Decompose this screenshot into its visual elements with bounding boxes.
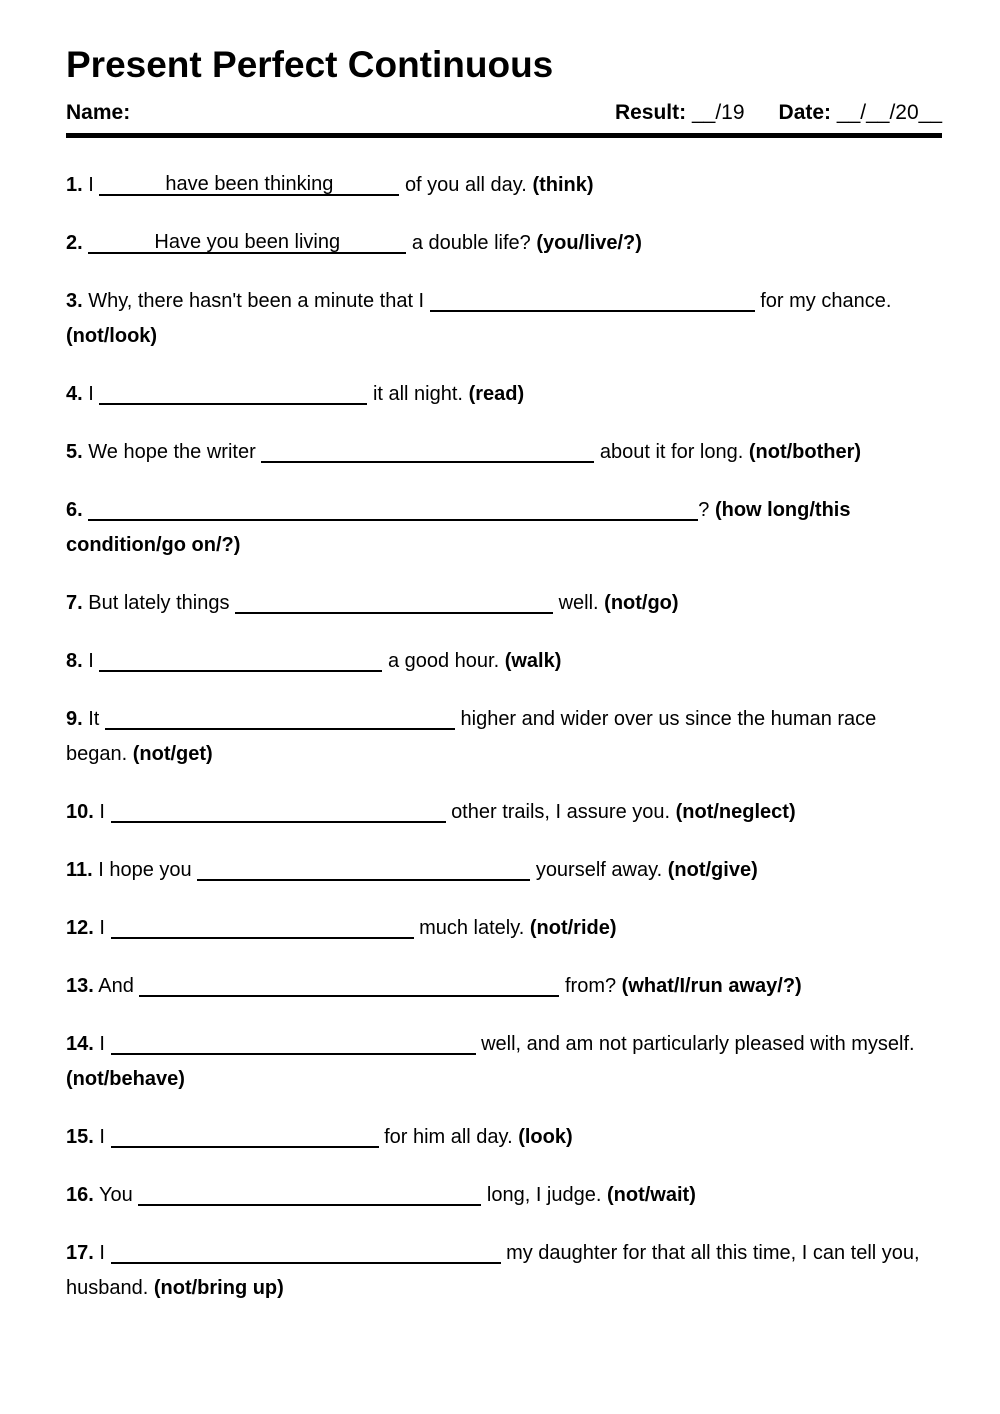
answer-blank [111, 915, 414, 939]
question-pre-text: I [99, 1032, 105, 1055]
question [66, 1027, 942, 1097]
question [66, 969, 942, 1004]
answer-blank [105, 706, 455, 730]
question-pre-text: I [99, 800, 105, 823]
answer-blank [197, 857, 530, 881]
question-post-text: a good hour. [387, 649, 500, 672]
question [66, 493, 942, 563]
name-label: Name: [66, 100, 131, 124]
question [66, 1236, 942, 1306]
question-number: 14. [66, 1032, 94, 1055]
answer-blank [138, 1182, 481, 1206]
question-post-text: yourself away. [535, 858, 663, 881]
answer-blank [139, 973, 559, 997]
answer-blank [99, 648, 382, 672]
question-pre-text: I hope you [98, 858, 192, 881]
question-post-text: well, and am not particularly pleased with myself. [481, 1032, 915, 1055]
question-post-text: other trails, I assure you. [451, 800, 671, 823]
question-pre-text: Why, there hasn't been a minute that I [88, 289, 425, 312]
question-number: 7. [66, 591, 83, 614]
verb-hint: (look) [518, 1125, 573, 1148]
verb-hint: (think) [532, 173, 594, 196]
question-pre-text: I [99, 1241, 105, 1264]
question-pre-text: I [99, 1125, 105, 1148]
date-value: __/__/20__ [836, 100, 942, 124]
question-number: 2. [66, 231, 83, 254]
verb-hint: (not/bring up) [153, 1276, 284, 1299]
question-number: 15. [66, 1125, 94, 1148]
answer-blank [430, 288, 755, 312]
meta-right-group [615, 101, 942, 125]
question-number: 16. [66, 1183, 94, 1206]
question-number: 5. [66, 440, 83, 463]
question-pre-text: But lately things [88, 591, 230, 614]
question [66, 226, 942, 261]
answer-blank [99, 381, 367, 405]
question [66, 284, 942, 354]
question-number: 3. [66, 289, 83, 312]
question [66, 911, 942, 946]
answer-blank [111, 1124, 379, 1148]
answer-blank [88, 230, 406, 254]
question-pre-text: I [88, 173, 94, 196]
answer-text: Have you been living [154, 230, 341, 253]
verb-hint: (walk) [504, 649, 562, 672]
answer-blank [99, 172, 399, 196]
question-post-text: for my chance. [760, 289, 892, 312]
date-field [779, 101, 942, 125]
answer-blank [111, 1240, 501, 1264]
verb-hint: (not/give) [667, 858, 758, 881]
question-post-text: of you all day. [404, 173, 527, 196]
question-number: 11. [66, 858, 93, 881]
question-number: 17. [66, 1241, 94, 1264]
answer-blank [261, 439, 594, 463]
verb-hint: (not/look) [66, 324, 158, 347]
result-value: __/19 [691, 100, 745, 124]
question-pre-text: And [98, 974, 134, 997]
question-number: 9. [66, 707, 83, 730]
question [66, 644, 942, 679]
question-number: 10. [66, 800, 94, 823]
question-post-text: about it for long. [599, 440, 744, 463]
question-post-text: for him all day. [384, 1125, 513, 1148]
result-label: Result: [614, 100, 687, 124]
question-post-text: much lately. [419, 916, 525, 939]
answer-blank [111, 799, 446, 823]
question-post-text: ? [698, 498, 710, 521]
verb-hint: (not/get) [132, 742, 213, 765]
question-pre-text: You [99, 1183, 133, 1206]
question-pre-text: I [88, 649, 94, 672]
result-field [615, 101, 745, 125]
question-number: 1. [66, 173, 83, 196]
question [66, 1120, 942, 1155]
question [66, 795, 942, 830]
question [66, 853, 942, 888]
question [66, 168, 942, 203]
answer-blank [111, 1031, 476, 1055]
date-label: Date: [778, 100, 832, 124]
question-number: 13. [66, 974, 94, 997]
verb-hint: (not/ride) [529, 916, 617, 939]
verb-hint: (how long/this condition/go on/?) [66, 498, 851, 556]
verb-hint: (not/behave) [66, 1067, 185, 1090]
meta-row [66, 101, 942, 125]
question-number: 8. [66, 649, 83, 672]
verb-hint: (you/live/?) [536, 231, 642, 254]
question [66, 586, 942, 621]
question-number: 6. [66, 498, 83, 521]
question [66, 702, 942, 772]
verb-hint: (read) [468, 382, 525, 405]
verb-hint: (not/go) [604, 591, 679, 614]
question-post-text: from? [564, 974, 617, 997]
verb-hint: (not/wait) [606, 1183, 696, 1206]
question-pre-text: I [88, 382, 94, 405]
verb-hint: (not/bother) [748, 440, 862, 463]
question-number: 12. [66, 916, 94, 939]
question [66, 1178, 942, 1213]
question [66, 377, 942, 412]
answer-blank [88, 497, 698, 521]
question-post-text: my daughter for that all this time, I can tell you, husband. [66, 1241, 920, 1299]
question-post-text: a double life? [411, 231, 531, 254]
question-pre-text: It [88, 707, 100, 730]
verb-hint: (what/I/run away/?) [621, 974, 802, 997]
header-rule [66, 133, 942, 138]
answer-text: have been thinking [165, 172, 334, 195]
question-pre-text: I [99, 916, 105, 939]
question-post-text: it all night. [372, 382, 463, 405]
verb-hint: (not/neglect) [675, 800, 796, 823]
question [66, 435, 942, 470]
question-pre-text: We hope the writer [88, 440, 256, 463]
question-post-text: well. [558, 591, 599, 614]
question-post-text: higher and wider over us since the human race began. [66, 707, 877, 765]
page-title: Present Perfect Continuous [66, 44, 554, 85]
question-post-text: long, I judge. [486, 1183, 602, 1206]
question-number: 4. [66, 382, 83, 405]
question-list [66, 168, 942, 1306]
answer-blank [235, 590, 553, 614]
